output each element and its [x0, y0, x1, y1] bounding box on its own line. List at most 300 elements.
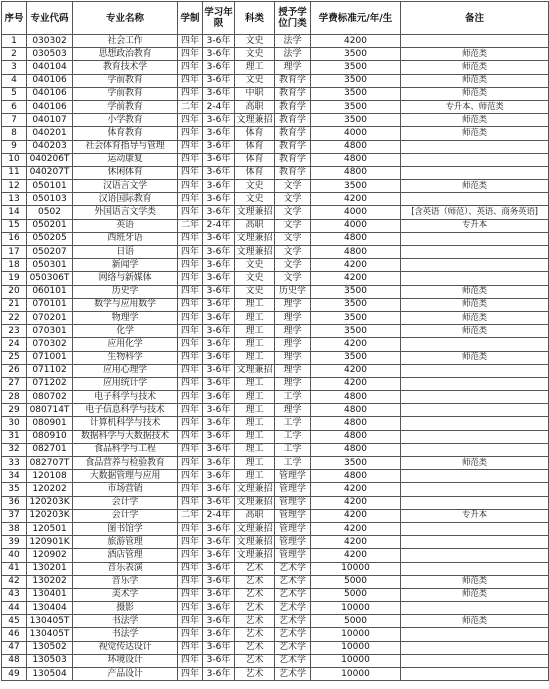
cell-no: 16: [2, 232, 27, 245]
cell-code: 030302: [27, 35, 73, 48]
cell-note: [401, 391, 549, 404]
table-row: [2, 668, 549, 681]
table-row: [2, 114, 549, 127]
cell-code: 030503: [27, 48, 73, 61]
cell-name: 学前教育: [73, 100, 178, 113]
cell-name: 书法学: [73, 628, 178, 641]
cell-degree: 教育学: [275, 87, 311, 100]
cell-name: 产品设计: [73, 668, 178, 681]
cell-note: [401, 140, 549, 153]
cell-name: 食品科学与工程: [73, 443, 178, 456]
cell-degree: 管理学: [275, 522, 311, 535]
cell-years: 3-6年: [203, 417, 235, 430]
cell-degree: 工学: [275, 391, 311, 404]
cell-years: 3-6年: [203, 193, 235, 206]
cell-no: 11: [2, 166, 27, 179]
cell-name: 新闻学: [73, 259, 178, 272]
cell-name: 电子信息科学与技术: [73, 404, 178, 417]
cell-code: 071001: [27, 351, 73, 364]
cell-note: 师范类: [401, 48, 549, 61]
cell-length: 四年: [178, 298, 203, 311]
cell-fee: 4800: [311, 391, 401, 404]
cell-code: 130202: [27, 575, 73, 588]
cell-code: 080714T: [27, 404, 73, 417]
cell-length: 四年: [178, 404, 203, 417]
cell-category: 高职: [235, 219, 275, 232]
cell-name: 休闲体育: [73, 166, 178, 179]
cell-category: 文史: [235, 285, 275, 298]
cell-name: 电子科学与技术: [73, 391, 178, 404]
cell-degree: 文学: [275, 232, 311, 245]
cell-fee: 4800: [311, 443, 401, 456]
cell-fee: 4800: [311, 417, 401, 430]
cell-fee: 4200: [311, 272, 401, 285]
cell-degree: 教育学: [275, 114, 311, 127]
cell-no: 27: [2, 377, 27, 390]
cell-length: 四年: [178, 364, 203, 377]
cell-length: 四年: [178, 562, 203, 575]
header-years: 学习年限: [203, 2, 235, 35]
cell-no: 46: [2, 628, 27, 641]
cell-name: 音乐表演: [73, 562, 178, 575]
cell-category: 高职: [235, 509, 275, 522]
cell-name: 音乐学: [73, 575, 178, 588]
cell-degree: 文学: [275, 180, 311, 193]
cell-note: [401, 602, 549, 615]
cell-code: 070101: [27, 298, 73, 311]
cell-fee: 4000: [311, 206, 401, 219]
cell-code: 120108: [27, 470, 73, 483]
cell-length: 四年: [178, 74, 203, 87]
cell-category: 文理兼招: [235, 483, 275, 496]
cell-years: 2-4年: [203, 509, 235, 522]
table-row: [2, 509, 549, 522]
cell-code: 050301: [27, 259, 73, 272]
cell-degree: 历史学: [275, 285, 311, 298]
cell-code: 050306T: [27, 272, 73, 285]
cell-no: 36: [2, 496, 27, 509]
header-note: 备注: [401, 2, 549, 35]
cell-category: 理工: [235, 311, 275, 324]
cell-no: 42: [2, 575, 27, 588]
cell-no: 23: [2, 325, 27, 338]
table-row: [2, 470, 549, 483]
table-row: [2, 351, 549, 364]
cell-length: 四年: [178, 338, 203, 351]
cell-years: 2-4年: [203, 100, 235, 113]
table-row: [2, 536, 549, 549]
cell-note: 师范类: [401, 457, 549, 470]
cell-degree: 教育学: [275, 140, 311, 153]
cell-note: [401, 272, 549, 285]
table-row: [2, 404, 549, 417]
cell-no: 22: [2, 311, 27, 324]
cell-fee: 4200: [311, 35, 401, 48]
cell-no: 28: [2, 391, 27, 404]
cell-length: 四年: [178, 232, 203, 245]
cell-category: 体育: [235, 127, 275, 140]
cell-length: 四年: [178, 536, 203, 549]
table-row: [2, 377, 549, 390]
cell-length: 四年: [178, 153, 203, 166]
table-row: [2, 232, 549, 245]
header-fee: 学费标准元/年/生: [311, 2, 401, 35]
table-row: [2, 364, 549, 377]
cell-no: 31: [2, 430, 27, 443]
cell-category: 文史: [235, 35, 275, 48]
cell-no: 43: [2, 588, 27, 601]
cell-no: 34: [2, 470, 27, 483]
cell-years: 3-6年: [203, 180, 235, 193]
cell-note: 师范类: [401, 588, 549, 601]
cell-degree: 教育学: [275, 74, 311, 87]
cell-years: 3-6年: [203, 272, 235, 285]
cell-code: 130502: [27, 641, 73, 654]
cell-note: 专升本、师范类: [401, 100, 549, 113]
cell-no: 32: [2, 443, 27, 456]
cell-no: 24: [2, 338, 27, 351]
cell-name: 美术学: [73, 588, 178, 601]
cell-category: 理工: [235, 404, 275, 417]
cell-name: 历史学: [73, 285, 178, 298]
cell-degree: 艺术学: [275, 668, 311, 681]
cell-degree: 文学: [275, 206, 311, 219]
cell-degree: 文学: [275, 219, 311, 232]
header-length: 学制: [178, 2, 203, 35]
cell-code: 071102: [27, 364, 73, 377]
cell-fee: 3500: [311, 74, 401, 87]
cell-degree: 理学: [275, 298, 311, 311]
cell-fee: 4800: [311, 232, 401, 245]
cell-name: 计算机科学与技术: [73, 417, 178, 430]
cell-years: 3-6年: [203, 496, 235, 509]
cell-category: 艺术: [235, 615, 275, 628]
cell-fee: 10000: [311, 641, 401, 654]
cell-length: 四年: [178, 443, 203, 456]
table-row: [2, 417, 549, 430]
cell-fee: 3500: [311, 298, 401, 311]
cell-no: 40: [2, 549, 27, 562]
cell-code: 040106: [27, 74, 73, 87]
cell-code: 050205: [27, 232, 73, 245]
cell-category: 艺术: [235, 575, 275, 588]
cell-length: 四年: [178, 285, 203, 298]
cell-fee: 4200: [311, 483, 401, 496]
table-row: [2, 48, 549, 61]
cell-category: 文史: [235, 259, 275, 272]
cell-name: 化学: [73, 325, 178, 338]
cell-years: 3-6年: [203, 338, 235, 351]
cell-no: 45: [2, 615, 27, 628]
cell-category: 中职: [235, 87, 275, 100]
cell-degree: 工学: [275, 417, 311, 430]
cell-degree: 理学: [275, 377, 311, 390]
cell-no: 38: [2, 522, 27, 535]
cell-name: 教育技术学: [73, 61, 178, 74]
cell-fee: 4200: [311, 549, 401, 562]
cell-name: 汉语国际教育: [73, 193, 178, 206]
cell-code: 040203: [27, 140, 73, 153]
cell-length: 四年: [178, 166, 203, 179]
cell-code: 050207: [27, 246, 73, 259]
cell-code: 130201: [27, 562, 73, 575]
cell-degree: 管理学: [275, 470, 311, 483]
cell-name: 英语: [73, 219, 178, 232]
cell-category: 文理兼招: [235, 522, 275, 535]
header-name: 专业名称: [73, 2, 178, 35]
table-row: [2, 522, 549, 535]
cell-category: 理工: [235, 351, 275, 364]
cell-code: 050101: [27, 180, 73, 193]
cell-degree: 教育学: [275, 127, 311, 140]
header-degree: 授予学位门类: [275, 2, 311, 35]
cell-code: 060101: [27, 285, 73, 298]
cell-code: 050103: [27, 193, 73, 206]
cell-code: 130503: [27, 654, 73, 667]
cell-category: 理工: [235, 391, 275, 404]
cell-name: 会计学: [73, 509, 178, 522]
cell-name: 食品营养与检验教育: [73, 457, 178, 470]
header-code: 专业代码: [27, 2, 73, 35]
cell-category: 理工: [235, 377, 275, 390]
table-row: [2, 166, 549, 179]
cell-no: 35: [2, 483, 27, 496]
cell-no: 18: [2, 259, 27, 272]
cell-name: 视觉传达设计: [73, 641, 178, 654]
cell-years: 3-6年: [203, 641, 235, 654]
table-row: [2, 74, 549, 87]
cell-degree: 艺术学: [275, 615, 311, 628]
table-row: [2, 35, 549, 48]
cell-no: 3: [2, 61, 27, 74]
table-row: [2, 654, 549, 667]
cell-no: 6: [2, 100, 27, 113]
cell-no: 29: [2, 404, 27, 417]
cell-fee: 3500: [311, 87, 401, 100]
cell-fee: 3500: [311, 114, 401, 127]
cell-fee: 4200: [311, 496, 401, 509]
cell-degree: 艺术学: [275, 562, 311, 575]
cell-note: [401, 404, 549, 417]
cell-name: 大数据管理与应用: [73, 470, 178, 483]
cell-length: 四年: [178, 35, 203, 48]
cell-no: 7: [2, 114, 27, 127]
cell-length: 二年: [178, 219, 203, 232]
cell-name: 网络与新媒体: [73, 272, 178, 285]
cell-no: 9: [2, 140, 27, 153]
cell-note: 师范类: [401, 325, 549, 338]
cell-name: 摄影: [73, 602, 178, 615]
cell-degree: 艺术学: [275, 628, 311, 641]
cell-category: 理工: [235, 338, 275, 351]
cell-fee: 3500: [311, 61, 401, 74]
table-row: [2, 246, 549, 259]
cell-fee: 4800: [311, 246, 401, 259]
cell-note: [401, 549, 549, 562]
cell-no: 30: [2, 417, 27, 430]
cell-name: 学前教育: [73, 74, 178, 87]
cell-no: 21: [2, 298, 27, 311]
table-row: [2, 602, 549, 615]
cell-code: 130405T: [27, 628, 73, 641]
cell-no: 13: [2, 193, 27, 206]
cell-length: 四年: [178, 457, 203, 470]
cell-years: 3-6年: [203, 246, 235, 259]
cell-fee: 3500: [311, 100, 401, 113]
table-row: [2, 193, 549, 206]
cell-category: 文理兼招: [235, 364, 275, 377]
cell-fee: 10000: [311, 654, 401, 667]
cell-no: 48: [2, 654, 27, 667]
cell-no: 8: [2, 127, 27, 140]
cell-note: 师范类: [401, 61, 549, 74]
cell-no: 17: [2, 246, 27, 259]
cell-category: 艺术: [235, 628, 275, 641]
cell-note: 师范类: [401, 180, 549, 193]
cell-years: 3-6年: [203, 588, 235, 601]
cell-name: 外国语言文学类: [73, 206, 178, 219]
cell-fee: 3500: [311, 285, 401, 298]
cell-code: 130504: [27, 668, 73, 681]
cell-fee: 10000: [311, 668, 401, 681]
cell-length: 四年: [178, 140, 203, 153]
cell-length: 四年: [178, 483, 203, 496]
cell-note: [401, 443, 549, 456]
cell-category: 理工: [235, 457, 275, 470]
cell-name: 物理学: [73, 311, 178, 324]
cell-length: 四年: [178, 654, 203, 667]
cell-code: 070302: [27, 338, 73, 351]
cell-name: 应用心理学: [73, 364, 178, 377]
cell-degree: 教育学: [275, 166, 311, 179]
cell-code: 040106: [27, 87, 73, 100]
cell-degree: 管理学: [275, 483, 311, 496]
cell-fee: 4800: [311, 153, 401, 166]
table-row: [2, 259, 549, 272]
cell-years: 3-6年: [203, 483, 235, 496]
table-row: [2, 87, 549, 100]
cell-years: 3-6年: [203, 549, 235, 562]
cell-code: 040107: [27, 114, 73, 127]
cell-note: [401, 232, 549, 245]
cell-category: 文理兼招: [235, 549, 275, 562]
cell-name: 社会体育指导与管理: [73, 140, 178, 153]
cell-years: 3-6年: [203, 522, 235, 535]
cell-code: 120501: [27, 522, 73, 535]
cell-length: 四年: [178, 470, 203, 483]
cell-note: 师范类: [401, 74, 549, 87]
cell-degree: 理学: [275, 325, 311, 338]
cell-note: [含英语（师范）、英语、商务英语]: [401, 206, 549, 219]
cell-category: 理工: [235, 443, 275, 456]
cell-note: 专升本: [401, 219, 549, 232]
cell-no: 15: [2, 219, 27, 232]
cell-degree: 艺术学: [275, 654, 311, 667]
table-row: [2, 153, 549, 166]
cell-length: 四年: [178, 114, 203, 127]
cell-code: 120902: [27, 549, 73, 562]
cell-note: [401, 522, 549, 535]
cell-code: 082707T: [27, 457, 73, 470]
cell-fee: 4000: [311, 127, 401, 140]
cell-category: 文史: [235, 180, 275, 193]
cell-category: 文理兼招: [235, 536, 275, 549]
cell-code: 040104: [27, 61, 73, 74]
cell-name: 思想政治教育: [73, 48, 178, 61]
cell-years: 3-6年: [203, 457, 235, 470]
cell-length: 四年: [178, 575, 203, 588]
cell-length: 二年: [178, 509, 203, 522]
cell-years: 3-6年: [203, 575, 235, 588]
cell-fee: 10000: [311, 562, 401, 575]
cell-length: 四年: [178, 417, 203, 430]
cell-no: 33: [2, 457, 27, 470]
cell-years: 2-4年: [203, 219, 235, 232]
table-row: [2, 430, 549, 443]
cell-degree: 法学: [275, 35, 311, 48]
cell-years: 3-6年: [203, 562, 235, 575]
cell-years: 3-6年: [203, 311, 235, 324]
cell-name: 小学教育: [73, 114, 178, 127]
cell-degree: 教育学: [275, 100, 311, 113]
cell-code: 082701: [27, 443, 73, 456]
table-row: [2, 628, 549, 641]
cell-no: 26: [2, 364, 27, 377]
cell-degree: 工学: [275, 443, 311, 456]
cell-years: 3-6年: [203, 259, 235, 272]
cell-category: 理工: [235, 430, 275, 443]
cell-note: 师范类: [401, 351, 549, 364]
cell-length: 四年: [178, 325, 203, 338]
cell-fee: 4200: [311, 377, 401, 390]
cell-years: 3-6年: [203, 536, 235, 549]
cell-category: 文史: [235, 193, 275, 206]
cell-category: 文理兼招: [235, 206, 275, 219]
cell-note: [401, 153, 549, 166]
cell-name: 西班牙语: [73, 232, 178, 245]
cell-code: 130401: [27, 588, 73, 601]
cell-years: 3-6年: [203, 391, 235, 404]
cell-no: 2: [2, 48, 27, 61]
cell-note: 师范类: [401, 298, 549, 311]
cell-note: [401, 628, 549, 641]
cell-degree: 教育学: [275, 153, 311, 166]
cell-note: 师范类: [401, 575, 549, 588]
cell-fee: 4200: [311, 364, 401, 377]
cell-name: 应用统计学: [73, 377, 178, 390]
cell-length: 四年: [178, 193, 203, 206]
cell-degree: 理学: [275, 311, 311, 324]
table-row: [2, 391, 549, 404]
cell-name: 数学与应用数学: [73, 298, 178, 311]
cell-note: [401, 338, 549, 351]
cell-category: 体育: [235, 153, 275, 166]
cell-years: 3-6年: [203, 48, 235, 61]
cell-years: 3-6年: [203, 602, 235, 615]
cell-fee: 4200: [311, 193, 401, 206]
cell-note: [401, 668, 549, 681]
cell-no: 49: [2, 668, 27, 681]
cell-category: 体育: [235, 140, 275, 153]
cell-degree: 工学: [275, 430, 311, 443]
table-row: [2, 298, 549, 311]
cell-name: 生物科学: [73, 351, 178, 364]
cell-name: 体育教育: [73, 127, 178, 140]
cell-note: [401, 377, 549, 390]
cell-years: 3-6年: [203, 443, 235, 456]
header-category: 科类: [235, 2, 275, 35]
cell-length: 二年: [178, 100, 203, 113]
